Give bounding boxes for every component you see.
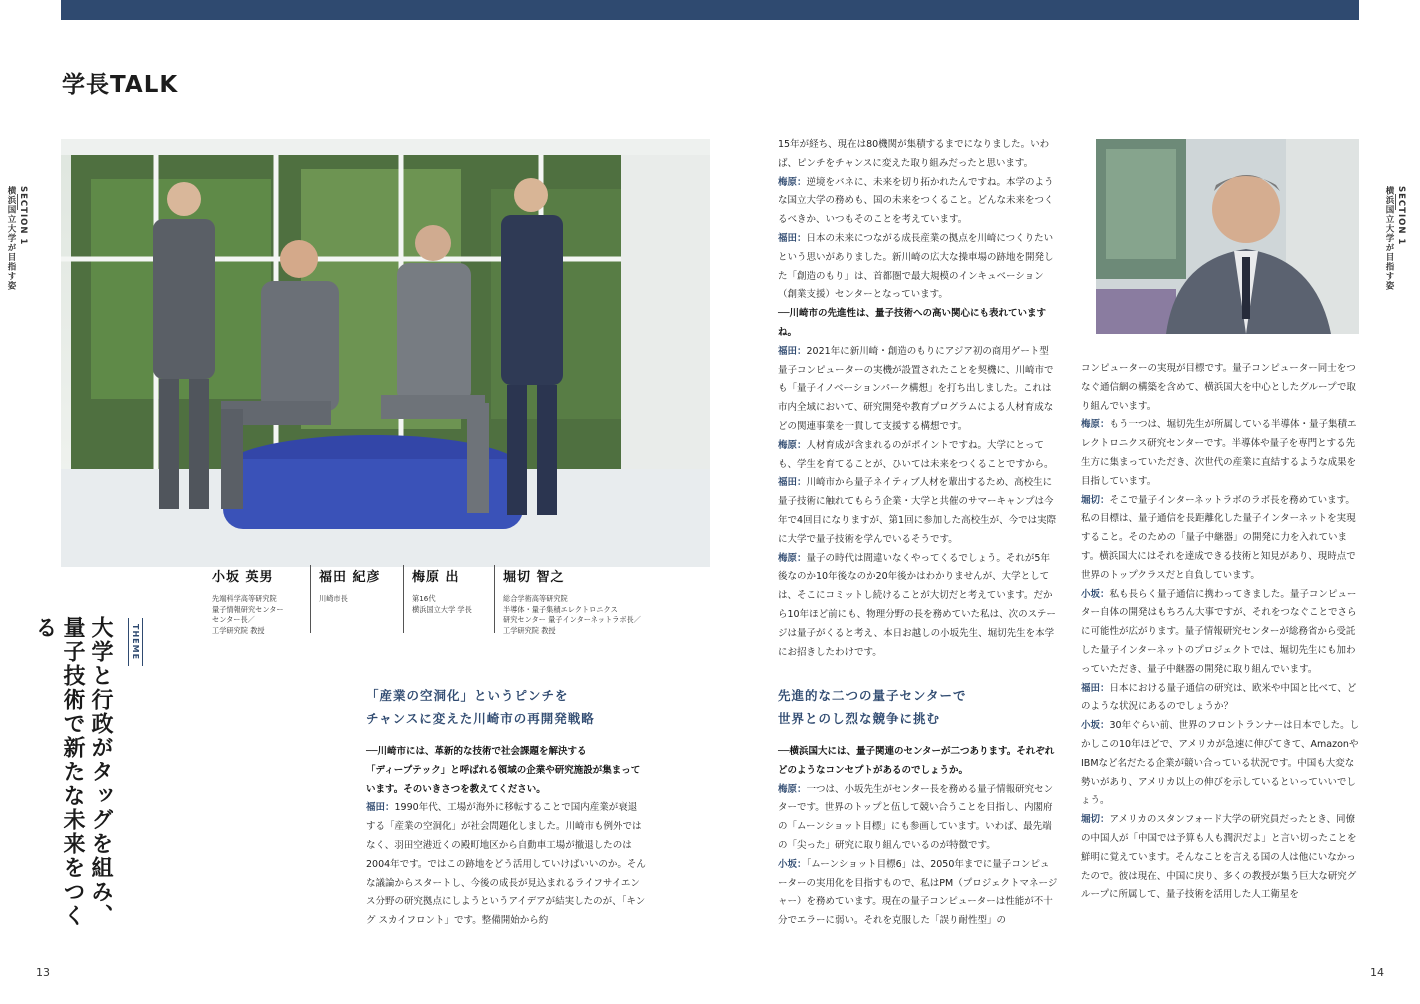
paragraph [1081,811,1361,905]
paragraph [1081,680,1361,718]
person-role: 第16代 横浜国立大学 学長 [412,594,472,614]
paragraph-text: 2021年に新川崎・創造のもりにアジア初の商用ゲート型量子コンピューターの実機が設置されたことを契機に、川崎市でも「量子イノベーションパーク構想」を打ち出しました。これは市内全域において、研究開発や教育プログラムによる人材育成などの関連事業を一貫して支援する構想です。 [778,345,1054,432]
page-number-right: 14 [1370,966,1384,979]
paragraph [778,230,1058,305]
paragraph-text: もう一つは、堀切先生が所属している半導体・量子集積エレクトロニクス研究センターです。半導体や量子を専門とする先生方に集まっていただき、次世代の産業に直結するような成果を目指しています。 [1081,419,1357,487]
paragraph [1081,360,1361,416]
paragraph-text: 日本の未来につながる成長産業の拠点を川崎につくりたいという思いがありました。新川崎の広大な操車場の跡地を開発した「創造のもり」は、首都圏で最大規模のインキュベーション（創業支援）センターとなっています。 [778,232,1054,301]
person-caption [403,565,494,633]
speaker-label: 福田： [778,232,807,244]
paragraph-text: 人材育成が含まれるのがポイントですね。大学にとっても、学生を育てることが、ひいては未来をつくることですから。 [778,439,1054,470]
person-name: 梅原 出 [412,570,460,585]
paragraph [778,550,1058,663]
paragraph-text: 「ムーンショット目標6」は、2050年までに量子コンピューターの実用化を目指すもので、私はPM（プロジェクトマネージャー）を務めています。現在の量子コンピューターは性能が不十分でエラーに弱い。それを克服した「誤り耐性型」の [778,858,1058,927]
paragraph-text: ──川崎市の先進性は、量子技術への高い関心にも表れていますね。 [778,308,1046,338]
person-caption [310,565,403,633]
paragraph-text: 川崎市から量子ネイティブ人材を輩出するため、高校生に量子技術に触れてもらう企業・大学と共催のサマーキャンプは今年で4回目になりますが、第1回に参加した高校生が、今では実際に大学で量子技術を学んでいるそうです。 [778,477,1057,545]
article-column-2-bottom [778,743,1058,931]
section-label: SECTION 1 [1396,186,1406,246]
paragraph-text: 日本における量子通信の研究は、欧米や中国と比べて、どのような状況にあるのでしょうか？ [1081,682,1357,713]
speaker-label: 福田： [1081,682,1110,694]
speaker-label: 梅原： [778,439,807,451]
speaker-label: 梅原： [1081,419,1110,431]
person-role: 総合学術高等研究院 半導体・量子集積エレクトロニクス 研究センター 量子インターネットラボ長／ 工学研究院 教授 [503,594,641,635]
person-name: 堀切 智之 [503,570,565,585]
group-photo [61,139,710,567]
paragraph [1081,492,1361,586]
section-subtitle: 横浜国立大学が目指す姿 [1384,186,1394,291]
article-column-1 [366,743,646,931]
page-title: 学長TALK [62,72,179,98]
person-name: 小坂 英男 [212,570,274,585]
paragraph-text: 一つは、小坂先生がセンター長を務める量子情報研究センターです。世界のトップと伍して競い合うことを目指し、内閣府の「ムーンショット目標」にも参画しています。いわば、最先端の「尖った」研究に取り組んでいるのが特徴です。 [778,783,1054,851]
paragraph-text: ──川崎市には、革新的な技術で社会課題を解決する 「ディープテック」と呼ばれる領域の企業や研究施設が集まっています。そのいきさつを教えてください。 [366,746,641,795]
paragraph [366,799,646,931]
side-label-right [1384,186,1406,291]
paragraph [778,856,1058,931]
paragraph [1081,717,1361,811]
paragraph-text: 15年が経ち、現在は80機関が集積するまでになりました。いわば、ピンチをチャンスに変えた取り組みだったと思います。 [778,139,1050,169]
speaker-label: 福田： [778,477,807,489]
speaker-label: 堀切： [1081,494,1110,506]
side-label-left [6,186,28,291]
paragraph-text: 1990年代、工場が海外に移転することで国内産業が衰退する「産業の空洞化」が社会問題化しました。川崎市も例外ではなく、羽田空港近くの殿町地区から自動車工場が撤退したのは2004年です。ではこの跡地をどう活用していけばいいのか。そんな議論からスタートし、今後の成長が見込まれるライフサイエンス分野の研究拠点にしようというアイデアが結実したのが、「キング スカイフロント」です。整備開始から約 [366,802,646,927]
speaker-label: 福田： [778,345,807,357]
paragraph [1081,416,1361,491]
paragraph [778,781,1058,856]
paragraph [778,474,1058,549]
heading-line: チャンスに変えた川崎市の再開発戦略 [366,711,595,726]
paragraph-text: 量子の時代は間違いなくやってくるでしょう。それが5年後なのか10年後なのか20年後かはわかりませんが、大学としては、そこにコミットし続けることが大切だと考えています。だから10年ほど前にも、物理分野の長を務めていた私は、次のステージは量子がくると考え、本日お越しの小坂先生、堀切先生を本学にお招きしたわけです。 [778,552,1056,658]
paragraph-text: 逆境をバネに、未来を切り拓かれたんですね。本学のような国立大学の務めも、国の未来をつくること。どんな未来をつくるべきか、いつもそのことを考えています。 [778,176,1054,226]
person-caption [202,565,310,633]
portrait-photo [1096,139,1359,334]
interview-question [778,743,1058,781]
speaker-label: 梅原： [778,176,807,188]
theme-label: THEME [128,618,143,666]
speaker-label: 小坂： [778,858,807,870]
person-role: 川崎市長 [319,594,348,603]
speaker-label: 小坂： [1081,720,1110,732]
person-name: 福田 紀彦 [319,570,381,585]
top-bar [61,0,1359,20]
paragraph [778,174,1058,230]
person-caption [494,565,687,633]
paragraph-text: コンピューターの実現が目標です。量子コンピューター同士をつなぐ通信網の構築を含めて、横浜国大を中心としたグループで取り組んでいます。 [1081,363,1356,412]
people-captions [202,565,687,633]
section-heading-2 [778,684,967,730]
page-number-left: 13 [36,966,50,979]
section-label: SECTION 1 [18,186,28,246]
speaker-label: 福田： [366,802,395,814]
paragraph-text: そこで量子インターネットラボのラボ長を務めています。私の目標は、量子通信を長距離化した量子インターネットを実現すること。そのための「量子中継器」の開発に力を入れています。横浜国大にはそれを達成できる技術と知見があり、現時点で世界のトップクラスだと自負しています。 [1081,494,1356,581]
paragraph [778,343,1058,437]
speaker-label: 梅原： [778,783,807,795]
speaker-label: 梅原： [778,552,807,564]
paragraph [778,136,1058,174]
paragraph-text: 私も長らく量子通信に携わってきました。量子コンピューター自体の開発はもちろん大事ですが、それをつなぐことでさらに可能性が広がります。量子情報研究センターが総務省から受託した量子インターネットのプロジェクトでは、堀切先生にも加わっていただき、量子中継器の開発に取り組んでいます。 [1081,588,1357,675]
speaker-label: 小坂： [1081,588,1110,600]
person-role: 先端科学高等研究院 量子情報研究センター センター長／ 工学研究院 教授 [212,594,284,635]
interview-question [778,305,1058,343]
speaker-label: 堀切： [1081,814,1110,826]
paragraph-text: ──横浜国大には、量子関連のセンターが二つあります。それぞれどのようなコンセプトがあるのでしょうか。 [778,746,1055,776]
paragraph [1081,586,1361,680]
section-subtitle: 横浜国立大学が目指す姿 [6,186,16,291]
heading-line: 世界とのし烈な競争に挑む [778,711,941,726]
article-column-2-top [778,136,1058,662]
interview-question [366,743,646,799]
paragraph-text: アメリカのスタンフォード大学の研究員だったとき、同僚の中国人が「中国では予算も人も潤沢だよ」と言い切ったことを鮮明に覚えています。そんなことを言える国の人は他にいなかったので。彼は現在、中国に戻り、多くの教授が集う巨大な研究グループに所属して、量子技術を活用した人工衛星を [1081,814,1357,901]
paragraph-text: 30年ぐらい前、世界のフロントランナーは日本でした。しかしこの10年ほどで、アメリカが急速に伸びてきて、AmazonやIBMなど名だたる企業が競い合っている状況です。中国も大変な勢いがあり、アメリカ以上の伸びを示しているといっていいでしょう。 [1081,720,1360,807]
heading-line: 先進的な二つの量子センターで [778,688,967,703]
heading-line: 「産業の空洞化」というピンチを [366,688,569,703]
article-column-3 [1081,360,1361,905]
section-heading-1 [366,684,595,730]
paragraph [778,437,1058,475]
theme-title: 大学と行政がタッグを組み、量子技術で新たな未来をつくる [32,616,113,928]
